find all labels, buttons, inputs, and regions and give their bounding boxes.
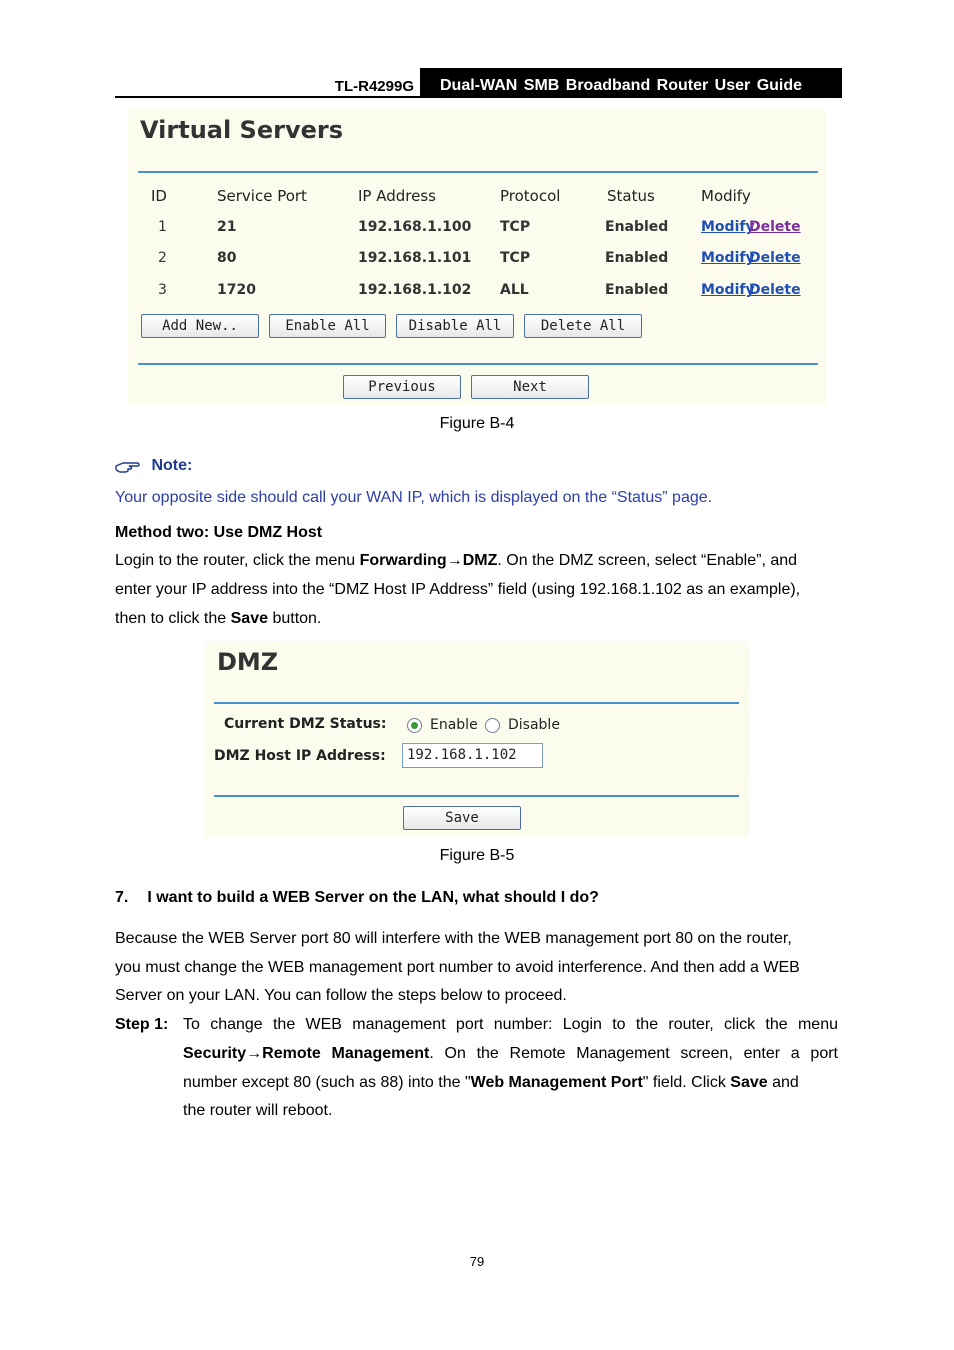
- figure-caption: Figure B-5: [439, 847, 515, 864]
- cell-status: Enabled: [605, 250, 669, 266]
- cell-ip: 192.168.1.101: [358, 250, 472, 266]
- col-modify: Modify: [701, 187, 751, 205]
- cell-id: 2: [158, 250, 167, 266]
- step-line: [183, 1039, 838, 1068]
- cell-port: 80: [217, 250, 237, 266]
- paragraph-line: [115, 604, 321, 633]
- paragraph-line: Server on your LAN. You can follow the steps below to proceed.: [115, 987, 567, 1004]
- cell-protocol: TCP: [500, 250, 531, 266]
- top-rule: [214, 702, 739, 704]
- cell-port: 21: [217, 219, 237, 235]
- delete-link[interactable]: Delete: [749, 250, 801, 266]
- delete-all-button[interactable]: Delete All: [524, 314, 642, 338]
- save-term: Save: [230, 610, 268, 627]
- previous-button[interactable]: Previous: [343, 375, 461, 399]
- step-line: [183, 1068, 799, 1097]
- col-status: Status: [607, 187, 655, 205]
- question-text: I want to build a WEB Server on the LAN, what should I do?: [147, 889, 599, 906]
- text-run: then to click the: [115, 610, 231, 627]
- bottom-rule: [138, 363, 818, 365]
- text-run: . On the DMZ screen, select “Enable”, and: [497, 552, 798, 569]
- cell-port: 1720: [217, 282, 256, 298]
- modify-link[interactable]: Modify: [701, 250, 755, 266]
- cell-protocol: ALL: [500, 282, 529, 298]
- cell-id: 3: [158, 282, 167, 298]
- question-number: 7.: [115, 889, 129, 906]
- cell-status: Enabled: [605, 282, 669, 298]
- text-run: . On the Remote Management screen, enter a port: [429, 1045, 838, 1062]
- cell-status: Enabled: [605, 219, 669, 235]
- field-name: Web Management Port: [470, 1074, 643, 1091]
- delete-link[interactable]: Delete: [749, 219, 801, 235]
- header-model: TL-R4299G: [334, 78, 414, 95]
- next-button[interactable]: Next: [471, 375, 589, 399]
- text-run: " field. Click: [642, 1074, 731, 1091]
- paragraph-line: [115, 546, 797, 575]
- top-rule: [138, 171, 818, 173]
- virtual-servers-title: Virtual Servers: [140, 116, 343, 144]
- modify-link[interactable]: Modify: [701, 282, 755, 298]
- dmz-title: DMZ: [217, 648, 279, 676]
- note-text: Your opposite side should call your WAN IP, which is displayed on the “Status” page.: [115, 489, 713, 506]
- header-title: Dual-WAN SMB Broadband Router User Guide: [420, 68, 842, 96]
- step-label: Step 1:: [115, 1016, 169, 1033]
- menu-path: Security→Remote Management: [183, 1045, 430, 1062]
- page-header: [115, 68, 842, 98]
- cell-id: 1: [158, 219, 167, 235]
- cell-ip: 192.168.1.100: [358, 219, 472, 235]
- delete-link[interactable]: Delete: [749, 282, 801, 298]
- save-button[interactable]: Save: [403, 806, 521, 830]
- save-term: Save: [730, 1074, 768, 1091]
- dmz-status-label: Current DMZ Status:: [224, 716, 387, 732]
- question-heading: [115, 883, 599, 912]
- text-run: and: [767, 1074, 799, 1091]
- add-new-button[interactable]: Add New..: [141, 314, 259, 338]
- disable-all-button[interactable]: Disable All: [396, 314, 514, 338]
- page-number: 79: [469, 1254, 485, 1269]
- menu-path: Forwarding→DMZ: [359, 552, 498, 569]
- text-run: button.: [268, 610, 322, 627]
- cell-ip: 192.168.1.102: [358, 282, 472, 298]
- step-line: To change the WEB management port number: Login to the router, click the menu: [183, 1016, 838, 1033]
- pointing-hand-icon: [115, 458, 141, 474]
- col-id: ID: [151, 187, 167, 205]
- paragraph-line: you must change the WEB management port number to avoid interference. And then add a WEB: [115, 959, 800, 976]
- text-run: Login to the router, click the menu: [115, 552, 360, 569]
- figure-caption: Figure B-4: [439, 415, 515, 432]
- bottom-rule: [214, 795, 739, 797]
- col-ip-address: IP Address: [358, 187, 436, 205]
- enable-radio[interactable]: [407, 718, 422, 733]
- enable-all-button[interactable]: Enable All: [269, 314, 386, 338]
- paragraph-line: enter your IP address into the “DMZ Host IP Address” field (using 192.168.1.102 as an example),: [115, 581, 801, 598]
- method-two-heading: Method two: Use DMZ Host: [115, 524, 323, 541]
- disable-radio[interactable]: [485, 718, 500, 733]
- dmz-host-ip-input[interactable]: 192.168.1.102: [402, 743, 543, 768]
- note-heading: [115, 457, 192, 475]
- disable-radio-label: Disable: [508, 717, 560, 733]
- enable-radio-label: Enable: [430, 717, 478, 733]
- dmz-ip-label: DMZ Host IP Address:: [214, 748, 386, 764]
- text-run: number except 80 (such as 88) into the ": [183, 1074, 471, 1091]
- paragraph-line: Because the WEB Server port 80 will interfere with the WEB management port 80 on the router,: [115, 930, 792, 947]
- col-protocol: Protocol: [500, 187, 561, 205]
- cell-protocol: TCP: [500, 219, 531, 235]
- note-label: Note:: [151, 457, 193, 474]
- col-service-port: Service Port: [217, 187, 307, 205]
- modify-link[interactable]: Modify: [701, 219, 755, 235]
- step-line: the router will reboot.: [183, 1102, 333, 1119]
